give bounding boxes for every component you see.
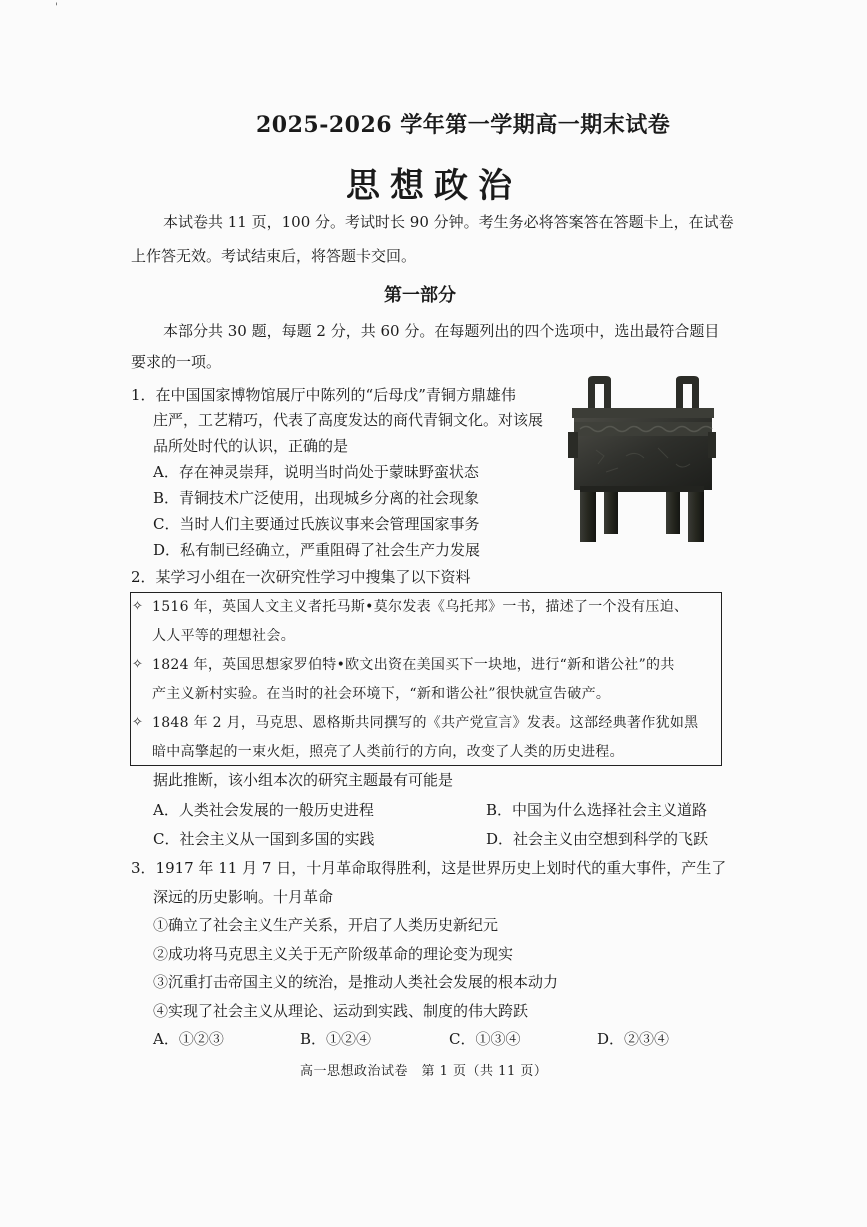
q2-option-b: B．中国为什么选择社会主义道路 (486, 801, 708, 819)
q3-statement-3: ③沉重打击帝国主义的统治，是推动人类社会发展的根本动力 (153, 973, 559, 991)
part-intro-line-2: 要求的一项。 (131, 353, 222, 371)
q3-statement-1: ①确立了社会主义生产关系，开启了人类历史新纪元 (153, 916, 499, 934)
q3-option-b: B．①②④ (300, 1030, 372, 1048)
q3-statement-2: ②成功将马克思主义关于无产阶级革命的理论变为现实 (153, 945, 514, 963)
q1-option-a: A．存在神灵崇拜，说明当时尚处于蒙昧野蛮状态 (153, 463, 479, 481)
q1-option-d: D．私有制已经确立，严重阻碍了社会生产力发展 (153, 541, 481, 559)
q2-material-2-line-1: 1824 年，英国思想家罗伯特•欧文出资在美国买下一块地，进行“新和谐公社”的共 (152, 657, 675, 673)
corner-mark: ' (55, 2, 58, 13)
q3-stem-line-1: 3．1917 年 11 月 7 日，十月革命取得胜利，这是世界历史上划时代的重大事件，产生了 (131, 859, 727, 877)
bronze-ding-image (566, 372, 718, 548)
q1-stem-line-1: 1．在中国国家博物馆展厅中陈列的“后母戊”青铜方鼎雄伟 (131, 386, 516, 404)
page-footer: 高一思想政治试卷 第 1 页（共 11 页） (300, 1064, 548, 1079)
instructions-line-2: 上作答无效。考试结束后，将答题卡交回。 (131, 247, 417, 265)
q1-option-c: C．当时人们主要通过氏族议事来会管理国家事务 (153, 515, 480, 533)
q3-option-c: C．①③④ (449, 1030, 521, 1048)
q2-material-1-line-1: 1516 年，英国人文主义者托马斯•莫尔发表《乌托邦》一书，描述了一个没有压迫、 (152, 599, 689, 615)
q3-option-d: D．②③④ (597, 1030, 670, 1048)
q2-material-1-line-2: 人人平等的理想社会。 (152, 628, 295, 644)
q1-option-b: B．青铜技术广泛使用，出现城乡分离的社会现象 (153, 489, 480, 507)
q2-question: 据此推断，该小组本次的研究主题最有可能是 (153, 771, 454, 789)
q3-statement-4: ④实现了社会主义从理论、运动到实践、制度的伟大跨跃 (153, 1002, 529, 1020)
q2-material-2-line-2: 产主义新村实验。在当时的社会环境下，“新和谐公社”很快就宣告破产。 (152, 686, 611, 702)
part-intro-line-1: 本部分共 30 题，每题 2 分，共 60 分。在每题列出的四个选项中，选出最符合题目 (163, 322, 720, 340)
q3-stem-line-2: 深远的历史影响。十月革命 (153, 888, 334, 906)
q2-option-c: C．社会主义从一国到多国的实践 (153, 830, 375, 848)
part-heading: 第一部分 (384, 285, 456, 306)
q2-material-3-line-2: 暗中高擎起的一束火炬，照亮了人类前行的方向，改变了人类的历史进程。 (152, 744, 624, 760)
q2-materials-box (130, 592, 722, 766)
q1-stem-line-3: 品所处时代的认识，正确的是 (153, 437, 349, 455)
q3-option-a: A．①②③ (153, 1030, 224, 1048)
q2-material-3-bullet: ✧ (132, 715, 143, 730)
q2-material-3-line-1: 1848 年 2 月，马克思、恩格斯共同撰写的《共产党宣言》发表。这部经典著作犹如黑 (152, 715, 699, 731)
instructions-line-1: 本试卷共 11 页，100 分。考试时长 90 分钟。考生务必将答案答在答题卡上，在试卷 (163, 213, 734, 231)
q2-stem: 2．某学习小组在一次研究性学习中搜集了以下资料 (131, 568, 471, 586)
exam-title: 2025-2026 学年第一学期高一期末试卷 (256, 112, 671, 138)
q1-stem-line-2: 庄严，工艺精巧，代表了高度发达的商代青铜文化。对该展 (153, 411, 544, 429)
subject-title: 思想政治 (346, 166, 522, 206)
q2-option-d: D．社会主义由空想到科学的飞跃 (486, 830, 709, 848)
q2-material-1-bullet: ✧ (132, 599, 143, 614)
q2-option-a: A．人类社会发展的一般历史进程 (153, 801, 374, 819)
q2-material-2-bullet: ✧ (132, 657, 143, 672)
